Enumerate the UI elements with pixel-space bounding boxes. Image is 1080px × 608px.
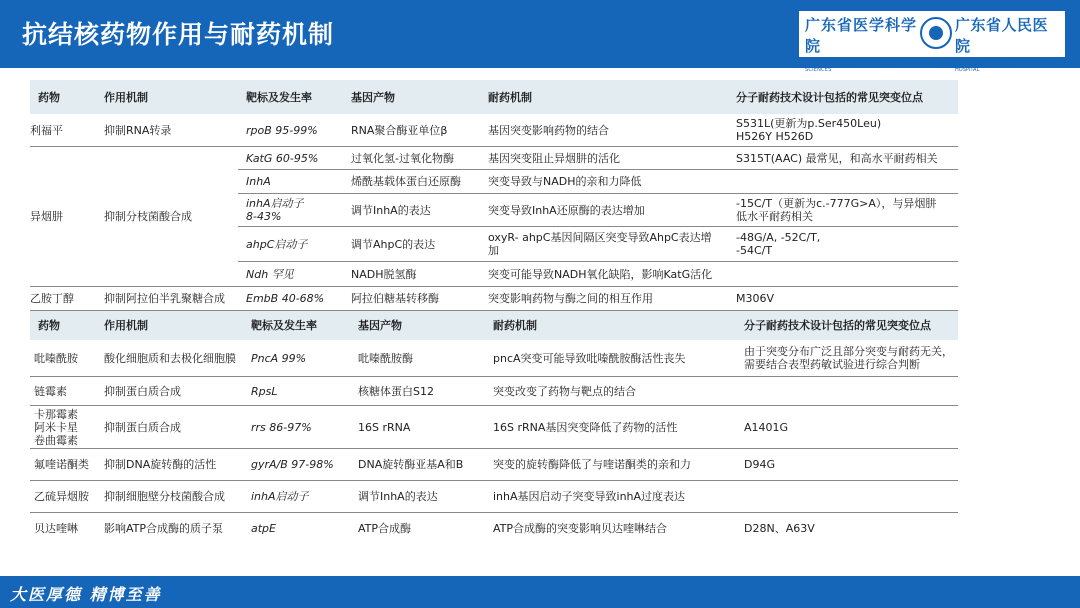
cell-resistance: 突变导致InhA还原酶的表达增加 [488, 203, 645, 217]
cell-drug: 乙硫异烟胺 [34, 490, 89, 503]
header-product: 基因产物 [358, 319, 402, 332]
header-resistance: 耐药机制 [493, 319, 537, 332]
cell-resistance: 突变的旋转酶降低了与喹诺酮类的亲和力 [493, 458, 691, 471]
cell-target: ahpC启动子 [246, 237, 308, 251]
cell-resistance: 16S rRNA基因突变降低了药物的活性 [493, 420, 678, 434]
cell-product: 烯酰基载体蛋白还原酶 [351, 175, 461, 188]
sub-row [238, 227, 958, 262]
sub-row [238, 170, 958, 194]
cell-mechanism: 影响ATP合成酶的质子泵 [104, 521, 224, 535]
academy-name-cn: 广东省医学科学院 [805, 16, 918, 55]
cell-target: RpsL [251, 384, 278, 398]
cell-product: ATP合成酶 [358, 521, 412, 535]
header-drug: 药物 [38, 319, 60, 332]
cell-drug: 氟喹诺酮类 [34, 458, 89, 471]
cell-product: 核糖体蛋白S12 [358, 384, 434, 398]
cell-mechanism: 抑制蛋白质合成 [104, 420, 181, 434]
table-row [30, 449, 958, 481]
cell-product: DNA旋转酶亚基A和B [358, 458, 464, 471]
cell-resistance: 突变影响药物与酶之间的相互作用 [488, 292, 653, 305]
header-drug: 药物 [38, 90, 60, 104]
table-row-group [30, 147, 958, 287]
header-product: 基因产物 [351, 90, 395, 104]
cell-target: rpoB 95-99% [246, 123, 318, 137]
cell-drug: 卡那霉素 阿米卡星 卷曲霉素 [34, 407, 78, 447]
header-bar [0, 0, 1080, 73]
cell-resistance: 突变可能导致NADH氧化缺陷，影响KatG活化 [488, 267, 713, 281]
table-row [30, 513, 958, 544]
cell-resistance: inhA基因启动子突变导致inhA过度表达 [493, 490, 686, 503]
cell-mutations: M306V [736, 292, 775, 305]
cell-mutations: D28N、A63V [744, 521, 815, 535]
hospital-name-cn: 广东省人民医院 [955, 16, 1049, 55]
cell-mechanism: 抑制蛋白质合成 [104, 384, 181, 398]
cell-target: inhA启动子 [251, 490, 309, 503]
table-header [30, 80, 958, 114]
cell-mechanism: 抑制阿拉伯半乳聚糖合成 [104, 292, 225, 305]
table-row [30, 114, 958, 147]
sub-row [238, 147, 958, 170]
cell-resistance: ATP合成酶的突变影响贝达喹啉结合 [493, 521, 668, 535]
cell-mechanism: 抑制分枝菌酸合成 [104, 210, 192, 223]
cell-resistance: 基因突变影响药物的结合 [488, 123, 609, 137]
table-row [30, 377, 958, 406]
cell-product: 阿拉伯糖基转移酶 [351, 292, 439, 305]
cell-product: 吡嗪酰胺酶 [358, 351, 413, 365]
seal-icon [920, 17, 952, 49]
cell-product: 调节AhpC的表达 [351, 237, 436, 251]
cell-drug: 异烟肼 [30, 210, 63, 223]
header-mutations: 分子耐药技术设计包括的常见突变位点 [744, 319, 931, 332]
hospital-name-en: GUANGDONG PROVINCIAL PEOPLE'S HOSPITAL [955, 61, 1046, 73]
header-mechanism: 作用机制 [104, 90, 148, 104]
cell-resistance: oxyR- ahpC基因间隔区突变导致AhpC表达增 加 [488, 231, 712, 257]
cell-target: Ndh 罕见 [246, 267, 294, 281]
header-target: 靶标及发生率 [251, 319, 317, 332]
cell-drug: 乙胺丁醇 [30, 292, 74, 305]
footer-bar [0, 576, 1080, 608]
sub-row [238, 262, 958, 286]
cell-resistance: pncA突变可能导致吡嗪酰胺酶活性丧失 [493, 351, 686, 365]
cell-drug: 贝达喹啉 [34, 521, 78, 535]
cell-mutations: -15C/T（更新为c.-777G>A），与异烟肼 低水平耐药相关 [736, 197, 937, 223]
hospital-logo [799, 11, 1065, 73]
page-title: 抗结核药物作用与耐药机制 [22, 20, 335, 49]
footer-motto: 大医厚德 精博至善 [10, 585, 162, 604]
header-mechanism: 作用机制 [104, 319, 148, 332]
cell-target: EmbB 40-68% [246, 292, 325, 305]
table-row [30, 287, 958, 311]
cell-product: RNA聚合酶亚单位β [351, 123, 448, 137]
cell-target: atpE [251, 521, 276, 535]
header-resistance: 耐药机制 [488, 90, 532, 104]
hospital-logo-text [955, 14, 1061, 73]
cell-mechanism: 抑制细胞壁分枝菌酸合成 [104, 490, 225, 503]
cell-mechanism: 酸化细胞质和去极化细胞膜 [104, 351, 236, 365]
cell-mutations: 由于突变分布广泛且部分突变与耐药无关， 需要结合表型药敏试验进行综合判断 [744, 345, 953, 371]
cell-target: gyrA/B 97-98% [251, 458, 334, 471]
cell-target: PncA 99% [251, 351, 307, 365]
cell-target: KatG 60-95% [246, 151, 319, 165]
cell-mutations: S315T(AAC) 最常见，和高水平耐药相关 [736, 151, 938, 165]
cell-target: InhA [246, 175, 271, 188]
cell-product: 调节InhA的表达 [358, 490, 438, 503]
cell-drug: 利福平 [30, 123, 63, 137]
table-row [30, 340, 958, 377]
cell-product: 过氧化氢-过氧化物酶 [351, 151, 454, 165]
academy-name-en: GUANGDONG ACADEMY OF MEDICAL SCIENCES [805, 61, 904, 73]
cell-product: 16S rRNA [358, 420, 411, 434]
cell-target: inhA启动子 8-43% [246, 197, 304, 223]
cell-target: rrs 86-97% [251, 420, 312, 434]
sub-row [238, 194, 958, 227]
table-row [30, 406, 958, 449]
cell-resistance: 基因突变阻止异烟肼的活化 [488, 151, 620, 165]
cell-product: NADH脱氢酶 [351, 267, 417, 281]
table-header [30, 311, 958, 340]
cell-mutations: A1401G [744, 420, 789, 434]
header-mutations: 分子耐药技术设计包括的常见突变位点 [736, 90, 923, 104]
cell-product: 调节InhA的表达 [351, 203, 431, 217]
header-target: 靶标及发生率 [246, 90, 312, 104]
cell-mutations: S531L(更新为p.Ser450Leu) H526Y H526D [736, 117, 882, 143]
cell-mechanism: 抑制DNA旋转酶的活性 [104, 458, 217, 471]
cell-drug: 链霉素 [34, 384, 67, 398]
cell-resistance: 突变导致与NADH的亲和力降低 [488, 175, 642, 188]
academy-logo [805, 14, 919, 73]
cell-resistance: 突变改变了药物与靶点的结合 [493, 384, 636, 398]
cell-mutations: -48G/A, -52C/T, -54C/T [736, 231, 821, 257]
cell-mutations: D94G [744, 458, 775, 471]
cell-mechanism: 抑制RNA转录 [104, 123, 172, 137]
cell-drug: 吡嗪酰胺 [34, 351, 78, 365]
table-row [30, 481, 958, 513]
